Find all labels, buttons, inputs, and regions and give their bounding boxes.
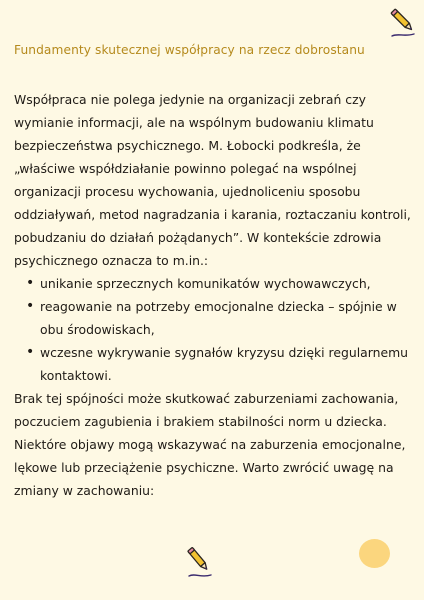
circle-decoration <box>359 539 390 568</box>
body-text <box>14 88 414 502</box>
list-item: • reagowanie na potrzeby emocjonalne dziecka – spójnie w obu środowiskach, <box>40 295 414 341</box>
page-title: Fundamenty skutecznej współpracy na rzecz dobrostanu <box>14 43 365 57</box>
pencil-icon <box>183 545 215 579</box>
bullet-list <box>14 272 414 387</box>
list-item: • unikanie sprzecznych komunikatów wychowawczych, <box>40 272 414 295</box>
paragraph-closing: Brak tej spójności może skutkować zaburzeniami zachowania, poczuciem zagubienia i brakiem stabilności norm u dziecka. Niektóre objawy mogą wskazywać na zaburzenia emocjonalne, lękowe lub przeciążenie psychiczne. Warto zwrócić uwagę na zmiany w zachowaniu: <box>14 391 406 498</box>
paragraph-intro: Współpraca nie polega jedynie na organizacji zebrań czy wymianie informacji, ale na wspólnym budowaniu klimatu bezpieczeństwa psychicznego. M. Łobocki podkreśla, że „właściwe współdziałanie powinno polegać na wspólnej organizacji procesu wychowania, ujednoliceniu sposobu oddziaływań, metod nagradzania i karania, roztaczaniu kontroli, pobudzaniu do działań pożądanych”. W kontekście zdrowia psychicznego oznacza to m.in.: <box>14 92 411 268</box>
pencil-icon <box>388 6 418 38</box>
list-item: • wczesne wykrywanie sygnałów kryzysu dzięki regularnemu kontaktowi. <box>40 341 414 387</box>
